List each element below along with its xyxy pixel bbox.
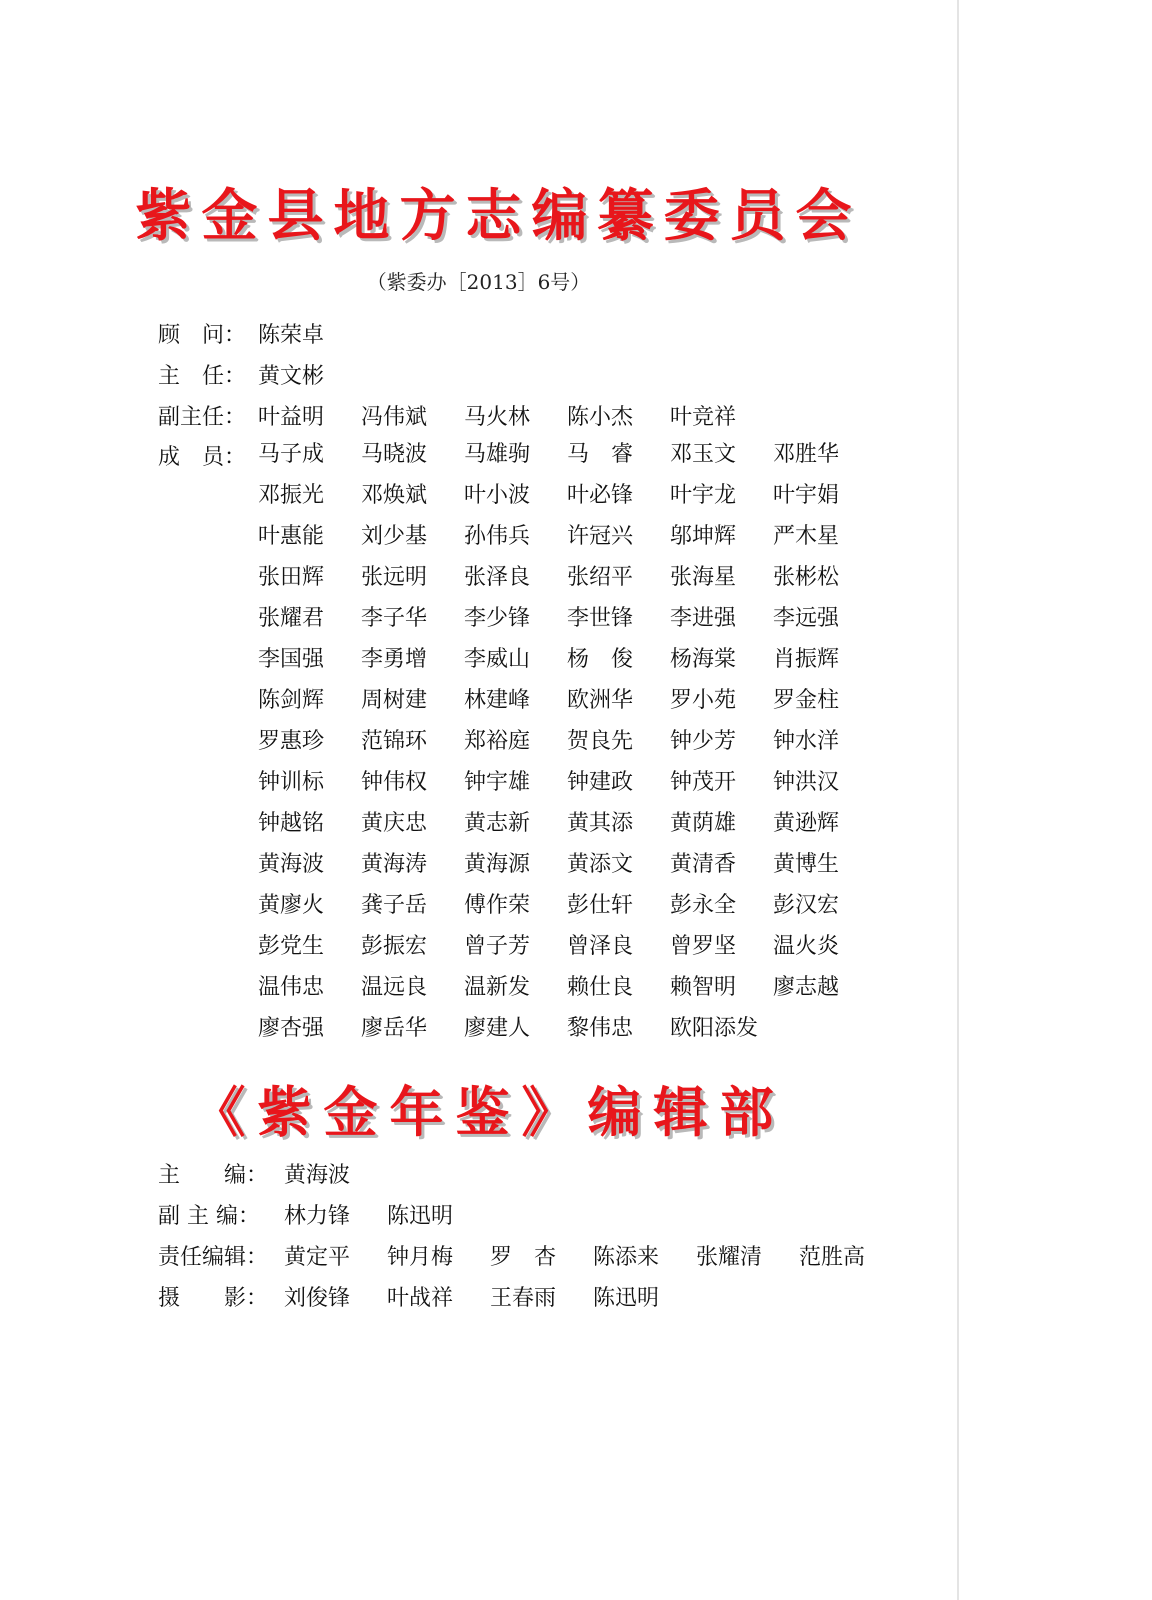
responsible-editors-row xyxy=(158,1240,902,1270)
member-name: 钟训标 xyxy=(258,770,325,795)
member-name: 钟茂开 xyxy=(670,770,737,795)
responsible-editor-name: 范胜高 xyxy=(799,1245,866,1270)
member-name: 钟少芳 xyxy=(670,729,737,754)
member-name: 钟洪汉 xyxy=(773,770,840,795)
member-name: 严木星 xyxy=(773,524,840,549)
member-name: 张远明 xyxy=(361,565,428,590)
member-name: 黄添文 xyxy=(567,852,634,877)
member-name: 钟宇雄 xyxy=(464,770,531,795)
advisor-label: 顾 问： xyxy=(158,323,247,348)
member-name: 彭党生 xyxy=(258,934,325,959)
member-name: 欧阳添发 xyxy=(670,1016,759,1041)
member-name: 李远强 xyxy=(773,606,840,631)
member-name: 陈剑辉 xyxy=(258,688,325,713)
member-name: 李世锋 xyxy=(567,606,634,631)
member-name: 叶必锋 xyxy=(567,483,634,508)
deputy-directors-row xyxy=(158,400,773,430)
member-name: 钟越铭 xyxy=(258,811,325,836)
deputy-director-name: 叶竞祥 xyxy=(670,405,737,430)
responsible-editor-name: 陈添来 xyxy=(593,1245,660,1270)
member-name: 曾泽良 xyxy=(567,934,634,959)
chief-editor-row xyxy=(158,1158,387,1188)
member-name: 叶惠能 xyxy=(258,524,325,549)
responsible-editor-name: 罗 杏 xyxy=(490,1245,557,1270)
committee-doc-number: （紫委办［2013］6号） xyxy=(366,270,591,294)
responsible-editors-label: 责任编辑： xyxy=(158,1245,269,1270)
member-name: 黄其添 xyxy=(567,811,634,836)
member-name: 邓玉文 xyxy=(670,442,737,467)
member-name: 张绍平 xyxy=(567,565,634,590)
member-name: 张耀君 xyxy=(258,606,325,631)
deputy-directors-label: 副主任： xyxy=(158,405,247,430)
member-name: 杨 俊 xyxy=(567,647,634,672)
members-grid xyxy=(258,440,978,1055)
member-name: 黄逊辉 xyxy=(773,811,840,836)
member-name: 黄博生 xyxy=(773,852,840,877)
member-name: 廖建人 xyxy=(464,1016,531,1041)
members-label: 成 员： xyxy=(158,445,247,470)
member-name: 马雄驹 xyxy=(464,442,531,467)
member-name: 黄荫雄 xyxy=(670,811,737,836)
member-name: 叶宇娟 xyxy=(773,483,840,508)
member-name: 马 睿 xyxy=(567,442,634,467)
deputy-director-name: 叶益明 xyxy=(258,405,325,430)
member-name: 李威山 xyxy=(464,647,531,672)
advisor-name: 陈荣卓 xyxy=(258,323,325,348)
deputy-editors-label: 副 主 编： xyxy=(158,1204,260,1229)
member-name: 罗惠珍 xyxy=(258,729,325,754)
member-name: 叶小波 xyxy=(464,483,531,508)
member-name: 黄廖火 xyxy=(258,893,325,918)
member-name: 罗小苑 xyxy=(670,688,737,713)
member-name: 温远良 xyxy=(361,975,428,1000)
member-name: 张海星 xyxy=(670,565,737,590)
member-name: 范锦环 xyxy=(361,729,428,754)
deputy-director-name: 陈小杰 xyxy=(567,405,634,430)
member-name: 刘少基 xyxy=(361,524,428,549)
member-name: 赖智明 xyxy=(670,975,737,1000)
chief-editor-label: 主 编： xyxy=(158,1163,269,1188)
member-name: 彭永全 xyxy=(670,893,737,918)
chief-editor-name: 黄海波 xyxy=(284,1163,351,1188)
member-name: 邓胜华 xyxy=(773,442,840,467)
member-name: 彭汉宏 xyxy=(773,893,840,918)
responsible-editor-name: 钟月梅 xyxy=(387,1245,454,1270)
member-name: 贺良先 xyxy=(567,729,634,754)
member-name: 许冠兴 xyxy=(567,524,634,549)
member-name: 肖振辉 xyxy=(773,647,840,672)
member-name: 周树建 xyxy=(361,688,428,713)
deputy-director-name: 马火林 xyxy=(464,405,531,430)
member-name: 张泽良 xyxy=(464,565,531,590)
member-name: 林建峰 xyxy=(464,688,531,713)
member-name: 邓振光 xyxy=(258,483,325,508)
director-row xyxy=(158,359,361,389)
committee-title: 紫金县地方志编纂委员会 xyxy=(135,183,862,249)
member-name: 龚子岳 xyxy=(361,893,428,918)
photography-label: 摄 影： xyxy=(158,1286,269,1311)
member-name: 马晓波 xyxy=(361,442,428,467)
member-name: 李少锋 xyxy=(464,606,531,631)
member-name: 黄海涛 xyxy=(361,852,428,877)
member-name: 张彬松 xyxy=(773,565,840,590)
member-name: 温火炎 xyxy=(773,934,840,959)
responsible-editor-name: 张耀清 xyxy=(696,1245,763,1270)
member-name: 黄海波 xyxy=(258,852,325,877)
director-name: 黄文彬 xyxy=(258,364,325,389)
member-name: 黄海源 xyxy=(464,852,531,877)
member-name: 李子华 xyxy=(361,606,428,631)
member-name: 叶宇龙 xyxy=(670,483,737,508)
member-name: 欧洲华 xyxy=(567,688,634,713)
photographer-name: 王春雨 xyxy=(490,1286,557,1311)
member-name: 张田辉 xyxy=(258,565,325,590)
member-name: 温新发 xyxy=(464,975,531,1000)
member-name: 李勇增 xyxy=(361,647,428,672)
member-name: 廖志越 xyxy=(773,975,840,1000)
responsible-editor-name: 黄定平 xyxy=(284,1245,351,1270)
member-name: 黄庆忠 xyxy=(361,811,428,836)
member-name: 罗金柱 xyxy=(773,688,840,713)
member-name: 彭仕轩 xyxy=(567,893,634,918)
deputy-director-name: 冯伟斌 xyxy=(361,405,428,430)
member-name: 傅作荣 xyxy=(464,893,531,918)
member-name: 曾罗坚 xyxy=(670,934,737,959)
member-name: 邓焕斌 xyxy=(361,483,428,508)
photographer-name: 叶战祥 xyxy=(387,1286,454,1311)
member-name: 钟水洋 xyxy=(773,729,840,754)
member-name: 温伟忠 xyxy=(258,975,325,1000)
member-name: 廖杏强 xyxy=(258,1016,325,1041)
member-name: 曾子芳 xyxy=(464,934,531,959)
member-name: 李进强 xyxy=(670,606,737,631)
member-name: 赖仕良 xyxy=(567,975,634,1000)
deputy-editor-name: 陈迅明 xyxy=(387,1204,454,1229)
member-name: 黄志新 xyxy=(464,811,531,836)
member-name: 马子成 xyxy=(258,442,325,467)
member-name: 钟伟权 xyxy=(361,770,428,795)
member-name: 李国强 xyxy=(258,647,325,672)
member-name: 彭振宏 xyxy=(361,934,428,959)
member-name: 廖岳华 xyxy=(361,1016,428,1041)
director-label: 主 任： xyxy=(158,364,247,389)
deputy-editors-row xyxy=(158,1199,490,1229)
advisor-row xyxy=(158,318,361,348)
photography-row xyxy=(158,1281,696,1311)
deputy-editor-name: 林力锋 xyxy=(284,1204,351,1229)
photographer-name: 刘俊锋 xyxy=(284,1286,351,1311)
member-name: 钟建政 xyxy=(567,770,634,795)
member-name: 黎伟忠 xyxy=(567,1016,634,1041)
member-name: 黄清香 xyxy=(670,852,737,877)
member-name: 孙伟兵 xyxy=(464,524,531,549)
member-name: 杨海棠 xyxy=(670,647,737,672)
editorial-title: 《紫金年鉴》编辑部 xyxy=(191,1080,786,1144)
member-name: 邬坤辉 xyxy=(670,524,737,549)
member-name: 郑裕庭 xyxy=(464,729,531,754)
photographer-name: 陈迅明 xyxy=(593,1286,660,1311)
